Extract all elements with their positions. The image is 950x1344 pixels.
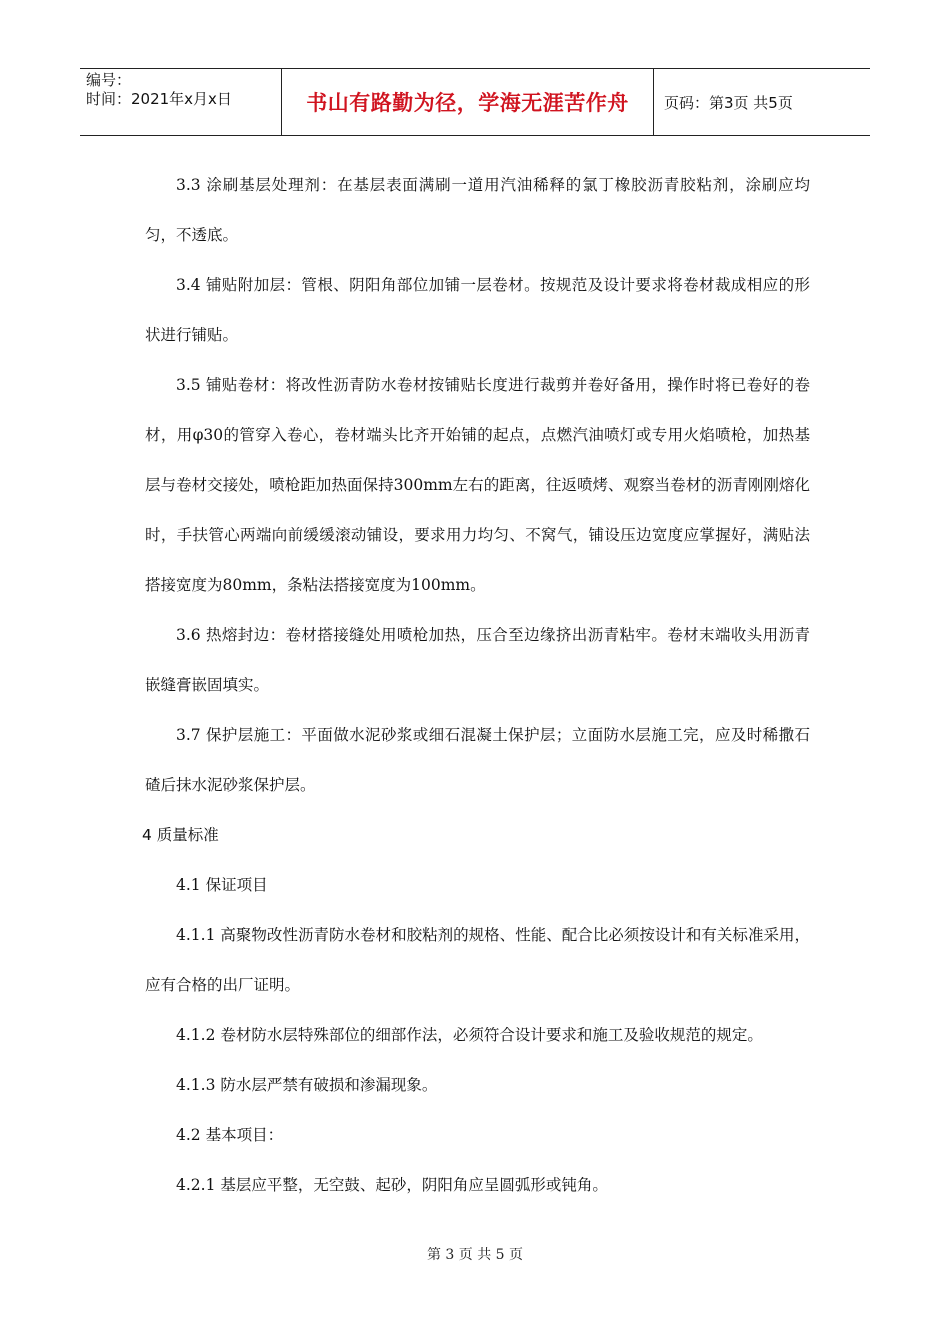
header-page-info: 页码：第3页 共5页 [664,93,793,112]
header-meta [80,69,282,135]
item-4-1-3: 4.1.3 防水层严禁有破损和渗漏现象。 [176,1076,438,1094]
date-label: 时间：2021年x月x日 [86,90,232,108]
doc-number-label: 编号： [86,71,132,89]
paragraph-3-3: 3.3 涂刷基层处理剂：在基层表面满刷一道用汽油稀释的氯丁橡胶沥青胶粘剂，涂刷应均匀，不透底。 [145,176,810,244]
header-motto: 书山有路勤为径，学海无涯苦作舟 [282,69,654,135]
paragraph-3-4: 3.4 铺贴附加层：管根、阴阳角部位加铺一层卷材。按规范及设计要求将卷材裁成相应的形状进行铺贴。 [145,276,810,344]
section-heading-quality: 4 质量标准 [142,826,219,844]
document-body [142,160,810,1210]
item-4-1-2: 4.1.2 卷材防水层特殊部位的细部作法，必须符合设计要求和施工及验收规范的规定。 [176,1026,763,1044]
paragraph-3-5: 3.5 铺贴卷材：将改性沥青防水卷材按铺贴长度进行裁剪并卷好备用，操作时将已卷好的卷材，用φ30的管穿入卷心，卷材端头比齐开始铺的起点，点燃汽油喷灯或专用火焰喷枪，加热基层与卷材交接处，喷枪距加热面保持300mm左右的距离，往返喷烤、观察当卷材的沥青刚刚熔化时，手扶管心两端向前缓缓滚动铺设，要求用力均匀、不窝气，铺设压边宽度应掌握好，满贴法搭接宽度为80mm，条粘法搭接宽度为100mm。 [145,376,810,594]
item-4-2-1: 4.2.1 基层应平整，无空鼓、起砂，阴阳角应呈圆弧形或钝角。 [176,1176,608,1194]
paragraph-3-6: 3.6 热熔封边：卷材搭接缝处用喷枪加热，压合至边缘挤出沥青粘牢。卷材末端收头用沥青嵌缝膏嵌固填实。 [145,626,810,694]
item-4-1-1: 4.1.1 高聚物改性沥青防水卷材和胶粘剂的规格、性能、配合比必须按设计和有关标准采用，应有合格的出厂证明。 [145,926,810,994]
page-header [80,68,870,136]
page-footer: 第 3 页 共 5 页 [426,1247,524,1263]
paragraph-3-7: 3.7 保护层施工：平面做水泥砂浆或细石混凝土保护层；立面防水层施工完，应及时稀撒石碴后抹水泥砂浆保护层。 [145,726,810,794]
item-4-1: 4.1 保证项目 [176,876,268,894]
item-4-2: 4.2 基本项目： [176,1126,284,1144]
